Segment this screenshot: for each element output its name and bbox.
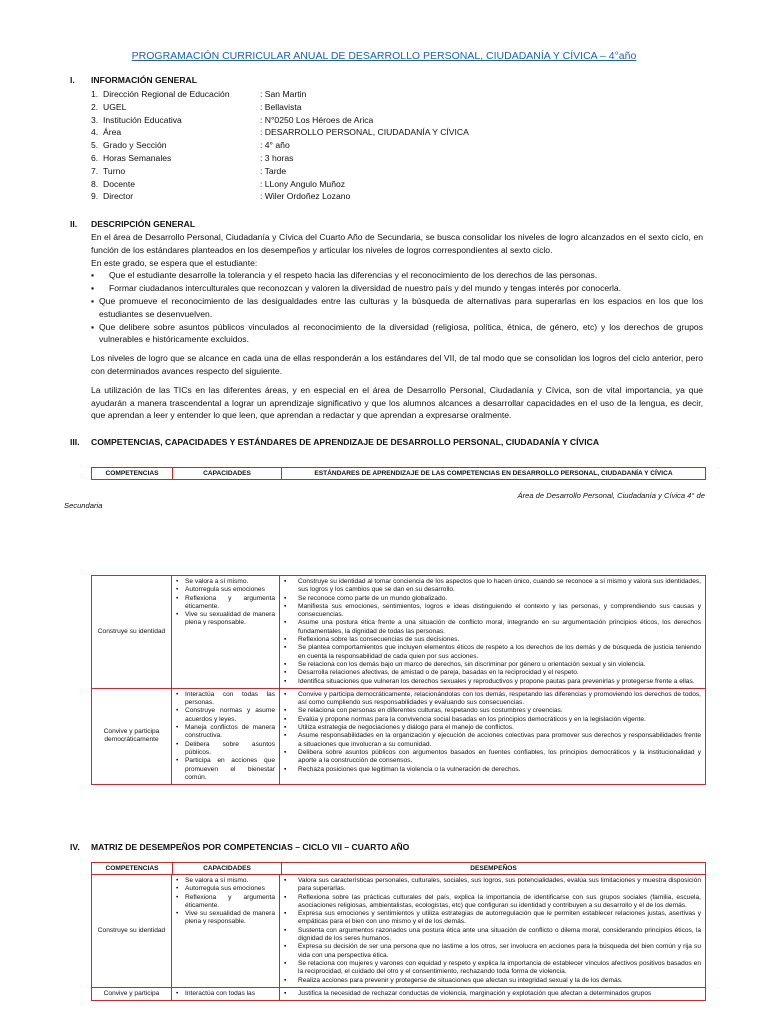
bullet-dot: • xyxy=(176,586,179,594)
general-info-number: 3. xyxy=(91,114,99,125)
bullet-square: ▪ xyxy=(284,732,287,740)
standard-item xyxy=(284,619,701,636)
general-info-label: Institución Educativa xyxy=(103,114,182,125)
page-footer-line-2: Secundaria xyxy=(64,501,103,510)
standard-text: Construye su identidad al tomar conciencia de los aspectos que lo hacen único, cuando se reconoce a sí mismo y valora sus identidades, sus logros y los cambios que se dan en su desarrollo. xyxy=(298,578,701,594)
general-info-label: Área xyxy=(103,127,122,138)
standard-text: Delibera sobre asuntos públicos con argumentos basados en fuentes confiables, los principios democráticos y la institucionalidad y aporte a la construcción de consensos. xyxy=(298,748,701,765)
bullet-square: ▪ xyxy=(284,660,287,668)
standard-item xyxy=(284,894,701,911)
header-estandares: ESTÁNDARES DE APRENDIZAJE DE LAS COMPETENCIAS EN DESARROLLO PERSONAL, CIUDADANÍA Y CÍVICA xyxy=(314,470,673,477)
capacity-text: Autorregula sus emociones xyxy=(185,885,265,893)
capacity-item xyxy=(176,707,275,724)
bullet-square: ▪ xyxy=(284,976,287,984)
bullet-square: ▪ xyxy=(284,715,287,723)
description-bullet: ▪ Que promueve el reconocimiento de las desigualdades entre las culturas y la búsqueda de alternativas para superarlas en los espacios en los que los estudiantes se desenvuelven. xyxy=(91,295,703,319)
bullet-square: ▪ xyxy=(284,669,287,677)
capacities-cell xyxy=(172,576,280,688)
standard-text: Se relaciona con los demás bajo un marco de derechos, sin discriminar por género u orientación sexual y sin violencia. xyxy=(298,660,646,668)
standard-text: Asume responsabilidades en la organización y ejecución de acciones colectivas para promover sus derechos y responsabilidades frente a situaciones que involucran a su comunidad. xyxy=(298,732,701,748)
standard-item xyxy=(284,691,701,708)
general-info-row xyxy=(91,190,469,203)
bullet-square: ▪ xyxy=(284,644,287,652)
capacity-text: Reflexiona y argumenta éticamente. xyxy=(185,893,275,909)
general-info-label: Dirección Regional de Educación xyxy=(103,89,230,99)
standards-table-header xyxy=(91,467,706,480)
general-info-number: 1. xyxy=(91,89,99,99)
bullet-dot: • xyxy=(176,910,179,918)
bullet-square: ▪ xyxy=(284,893,287,901)
description-lead: En este grado, se espera que el estudiante: xyxy=(91,257,258,268)
standard-item xyxy=(284,661,701,669)
standard-item xyxy=(284,732,701,749)
standard-text: Justifica la necesidad de rechazar conductas de violencia, marginación y explotación que afectan a determinados grupos xyxy=(298,989,652,997)
section-heading-1: I. INFORMACIÓN GENERAL xyxy=(70,75,197,85)
standard-text: Rechaza posiciones que legitiman la violencia o la vulneración de derechos. xyxy=(298,765,521,773)
table-row xyxy=(92,689,705,784)
bullet-square: ▪ xyxy=(284,602,287,610)
standard-item xyxy=(284,766,701,774)
standard-item xyxy=(284,724,701,732)
header-competencias: COMPETENCIAS xyxy=(92,863,173,874)
standard-text: Asume una postura ética frente a una situación de conflicto moral, integrando en su argumentación principios éticos, los derechos fundamentales, la dignidad de todas las personas. xyxy=(298,619,701,635)
bullet-square: ▪ xyxy=(284,910,287,918)
standard-item xyxy=(284,990,701,998)
capacity-item xyxy=(176,894,275,911)
general-info-number: 9. xyxy=(91,191,99,202)
standard-item xyxy=(284,707,701,715)
capacities-cell xyxy=(172,689,280,784)
general-info-number: 7. xyxy=(91,165,99,176)
table-row xyxy=(92,988,705,1000)
bullet-dot: • xyxy=(176,707,179,715)
standard-text: Sustenta con argumentos razonados una postura ética ante una situación de conflicto o dilema moral, considerando principios éticos, la dignidad de los seres humanos. xyxy=(298,926,701,943)
general-info-label: Docente xyxy=(103,178,136,189)
description-paragraph-3: La utilización de las TICs en las diferentes áreas, y en especial en el área de Desarrollo Personal, Ciudadanía y Cívica, son de vital importancia, ya que ayudarán a manera trascendental a lograr un aprendizaje significativo y que los alumnos alcances a desarrollar capacidades en el uso de la lengua, es decir, que aprendan a leer y entender lo que leen, que aprendan a redactar y que aprendan a expresarse oralmente. xyxy=(91,384,703,421)
document-title: PROGRAMACIÓN CURRICULAR ANUAL DE DESARROLLO PERSONAL, CIUDADANÍA Y CÍVICA – 4°año xyxy=(131,50,637,62)
capacity-item xyxy=(176,910,275,927)
section-heading-4: IV. MATRIZ DE DESEMPEÑOS POR COMPETENCIAS – CICLO VII – CUARTO AÑO xyxy=(70,842,410,852)
capacity-text: Interactúa con todas las personas. xyxy=(185,690,275,707)
general-info-number: 4. xyxy=(91,127,99,138)
bullet-square: ▪ xyxy=(284,748,287,756)
table-row xyxy=(92,576,705,689)
standard-text: Reflexiona sobre las consecuencias de sus decisiones. xyxy=(298,636,460,644)
standard-item xyxy=(284,977,701,985)
general-info-value: : DESARROLLO PERSONAL, CIUDADANÍA Y CÍVICA xyxy=(260,127,469,138)
standard-text: Se plantea comportamientos que incluyen elementos éticos de respeto a los derechos de los demás y de búsqueda de justicia teniendo en cuenta la responsabilidad de cada quien por sus acciones. xyxy=(298,644,701,660)
general-info-label: Grado y Sección xyxy=(103,140,167,151)
bullet-dot: • xyxy=(176,989,179,997)
general-info-value: : LLony Angulo Muñoz xyxy=(260,178,346,189)
standard-item xyxy=(284,877,701,894)
general-info-row xyxy=(91,114,469,127)
bullet-square: ▪ xyxy=(284,594,287,602)
capacity-item xyxy=(176,885,275,893)
general-info-label: Director xyxy=(103,191,134,202)
header-competencias: COMPETENCIAS xyxy=(92,468,173,479)
bullet-square: ▪ xyxy=(284,926,287,934)
general-info-value: : N°0250 Los Héroes de Arica xyxy=(260,114,374,125)
capacity-item xyxy=(176,595,275,612)
description-bullet: ▪ Formar ciudadanos interculturales que reconozcan y valoren la diversidad de nuestro país y del mundo y tengas interés por conocerla. xyxy=(91,283,622,294)
standards-cell xyxy=(280,576,705,688)
standard-item xyxy=(284,595,701,603)
capacities-cell xyxy=(172,875,280,987)
capacity-text: Interactúa con todas las xyxy=(185,989,256,997)
competence-cell: Construye su identidad xyxy=(92,576,172,688)
bullet-square: ▪ xyxy=(284,877,287,884)
bullet-dot: • xyxy=(176,877,179,884)
bullet-square: ▪ xyxy=(284,989,287,997)
general-info-row xyxy=(91,101,469,114)
general-info-value: : 3 horas xyxy=(260,152,294,163)
standard-item xyxy=(284,669,701,677)
bullet-dot: • xyxy=(176,690,179,698)
competence-cell: Construye su identidad xyxy=(92,875,172,987)
general-info-number: 8. xyxy=(91,178,99,189)
capacity-text: Reflexiona y argumenta éticamente. xyxy=(185,594,275,610)
bullet-square: ▪ xyxy=(284,690,287,698)
standards-cell xyxy=(280,689,705,784)
bullet-square: ▪ xyxy=(284,578,287,585)
standard-item xyxy=(284,716,701,724)
section-heading-2: II. DESCRIPCIÓN GENERAL xyxy=(70,219,196,229)
capacity-item xyxy=(176,586,275,594)
standard-text: Identifica situaciones que vulneran los derechos sexuales y reproductivos y propone pautas para prevenirlas y protegerse frente a ellas. xyxy=(298,677,695,685)
capacity-item xyxy=(176,990,275,998)
standard-text: Expresa su decisión de ser una persona que no lastime a los otros, ser involucra en acciones para la búsqueda del bien común y rija su vida con una perspectiva ética. xyxy=(298,943,701,959)
standard-item xyxy=(284,636,701,644)
general-info-number: 5. xyxy=(91,140,99,151)
standard-text: Se relaciona con personas en diferentes culturas, respetando sus costumbres y creencias. xyxy=(298,707,563,715)
bullet-square: ▪ xyxy=(284,677,287,685)
standard-text: Manifiesta sus emociones, sentimientos, logros e ideas distinguiendo el contexto y las personas, y comprendiendo sus causas y consecuencias. xyxy=(298,602,701,619)
capacity-text: Participa en acciones que promueven el bienestar común. xyxy=(185,757,275,781)
section-heading-3: III. COMPETENCIAS, CAPACIDADES Y ESTÁNDARES DE APRENDIZAJE DE DESARROLLO PERSONAL, CIUDADANÍA Y CÍVICA xyxy=(70,437,600,447)
bullet-dot: • xyxy=(176,594,179,602)
competence-cell: Convive y participa xyxy=(92,988,172,1000)
general-info-row xyxy=(91,165,469,178)
standards-cell xyxy=(280,875,705,987)
standard-item xyxy=(284,678,701,686)
bullet-square: ▪ xyxy=(284,943,287,951)
header-capacidades: CAPACIDADES xyxy=(173,863,282,874)
matrix-table-header xyxy=(92,863,705,875)
standard-item xyxy=(284,910,701,927)
bullet-square: ▪ xyxy=(284,959,287,967)
general-info-value: : Bellavista xyxy=(260,101,302,112)
bullet-dot: • xyxy=(176,740,179,748)
standard-item xyxy=(284,943,701,960)
matrix-table xyxy=(91,862,706,1001)
capacity-item xyxy=(176,741,275,758)
bullet-dot: • xyxy=(176,578,179,585)
standard-text: Evalúa y propone normas para la convivencia social basadas en los principios democráticos y en la legislación vigente. xyxy=(298,715,646,723)
bullet-square: ▪ xyxy=(284,724,287,732)
general-info-value: : Wiler Ordoñez Lozano xyxy=(260,191,351,202)
bullet-square: ▪ xyxy=(284,707,287,715)
standard-item xyxy=(284,578,701,595)
bullet-dot: • xyxy=(176,757,179,765)
general-info-value: : Tarde xyxy=(260,165,287,176)
bullet-square: ▪ xyxy=(284,765,287,773)
general-info-value: : San Martin xyxy=(260,89,307,99)
capacity-text: Delibera sobre asuntos públicos. xyxy=(185,740,275,756)
standard-text: Valora sus características personales, culturales, sociales, sus logros, sus potencialidades, evalúa sus limitaciones y muestra disposición para superarlas. xyxy=(298,877,701,893)
general-info-row xyxy=(91,126,469,139)
standards-table xyxy=(91,575,706,785)
capacities-cell xyxy=(172,988,280,1000)
capacity-text: Vive su sexualidad de manera plena y responsable. xyxy=(185,910,275,926)
general-info-number: 6. xyxy=(91,152,99,163)
standard-item xyxy=(284,749,701,766)
general-info-label: Horas Semanales xyxy=(103,152,172,163)
standard-item xyxy=(284,927,701,944)
capacity-item xyxy=(176,611,275,628)
bullet-dot: • xyxy=(176,724,179,732)
description-paragraph-2: Los niveles de logro que se alcance en cada una de ellas responderán a los estándares del VII, de tal modo que se consolidan los logros del ciclo anterior, pero con determinados avances respecto del siguiente. xyxy=(91,353,703,376)
general-info-row xyxy=(91,152,469,165)
standard-text: Utiliza estrategia de negociaciones y diálogo para el manejo de conflictos. xyxy=(298,724,514,732)
standard-text: Realiza acciones para prevenir y protegerse de situaciones que afectan su integridad sexual y la de los demás. xyxy=(298,976,623,984)
general-info-number: 2. xyxy=(91,101,99,112)
capacity-text: Construye normas y asume acuerdos y leyes. xyxy=(185,707,275,723)
standard-item xyxy=(284,644,701,661)
standard-text: Se relaciona con mujeres y varones con equidad y respeto y explica la importancia de establecer vínculos afectivos positivos basados en la reciprocidad, el cuidado del otro y el consentimiento, rechazando toda forma de violencia. xyxy=(298,959,701,976)
capacity-text: Se valora a sí mismo. xyxy=(185,877,249,884)
general-info-row xyxy=(91,88,469,101)
description-bullet: ▪ Que delibere sobre asuntos públicos vinculados al reconocimiento de la diversidad (religiosa, política, étnica, de género, etc) y los derechos de grupos vulnerables e históricamente excluidos. xyxy=(91,321,703,345)
capacity-text: Autorregula sus emociones xyxy=(185,586,265,594)
capacity-item xyxy=(176,691,275,708)
page-footer-line-1: Área de Desarrollo Personal, Ciudadanía y Cívica 4° de xyxy=(517,491,705,500)
competence-cell: Convive y participa democráticamente xyxy=(92,689,172,784)
general-info-label: UGEL xyxy=(103,101,127,112)
bullet-dot: • xyxy=(176,611,179,619)
capacity-item xyxy=(176,757,275,782)
bullet-square: ▪ xyxy=(284,619,287,627)
standard-text: Expresa sus emociones y sentimientos y utiliza estrategias de autorregulación que le permiten establecer relaciones justas, asertivas y empáticas para el bien con uno mismo y el de los demás. xyxy=(298,910,701,926)
header-capacidades: CAPACIDADES xyxy=(173,468,282,479)
bullet-dot: • xyxy=(176,893,179,901)
header-desempenos: DESEMPEÑOS xyxy=(470,865,517,872)
general-info-list xyxy=(91,88,469,203)
standard-text: Reflexiona sobre las prácticas culturales del país, explica la importancia de identificarse con sus grupos sociales (familia, escuela, asociaciones religiosas, ambientalistas, ecologistas, etc) que configuran su identidad y contribuyen a su desarrollo y el de los demás. xyxy=(298,893,701,909)
capacity-text: Se valora a sí mismo. xyxy=(185,578,249,585)
description-intro: En el área de Desarrollo Personal, Ciudadanía y Cívica del Cuarto Año de Secundaria, se busca consolidar los niveles de logro alcanzados en el sexto ciclo, en función de los estándares planteados en los desempeños y articular los niveles de logros correspondientes al sexto ciclo. xyxy=(91,232,703,255)
standard-text: Convive y participa democráticamente, relacionándolas con los demás, respetando las diferencias y promoviendo los derechos de todos, así como cumpliendo sus responsabilidades y evaluando sus consecuencias. xyxy=(298,690,701,707)
description-bullet: ▪ Que el estudiante desarrolle la tolerancia y el respeto hacia las diferencias y el reconocimiento de los derechos de las personas. xyxy=(91,270,598,281)
general-info-label: Turno xyxy=(103,165,126,176)
general-info-row xyxy=(91,139,469,152)
capacity-item xyxy=(176,877,275,885)
standards-cell xyxy=(280,988,705,1000)
capacity-text: Vive su sexualidad de manera plena y responsable. xyxy=(185,611,275,627)
capacity-item xyxy=(176,724,275,741)
description-block xyxy=(91,231,703,422)
standard-item xyxy=(284,603,701,620)
general-info-row xyxy=(91,178,469,191)
standard-item xyxy=(284,960,701,977)
standard-text: Desarrolla relaciones afectivas, de amistad o de pareja, basadas en la reciprocidad y el respeto. xyxy=(298,669,579,677)
standard-text: Se reconoce como parte de un mundo globalizado. xyxy=(298,594,448,602)
capacity-item xyxy=(176,578,275,586)
bullet-square: ▪ xyxy=(284,636,287,644)
capacity-text: Maneja conflictos de manera constructiva. xyxy=(185,724,275,740)
table-row xyxy=(92,875,705,988)
bullet-dot: • xyxy=(176,885,179,893)
general-info-value: : 4° año xyxy=(260,140,290,151)
